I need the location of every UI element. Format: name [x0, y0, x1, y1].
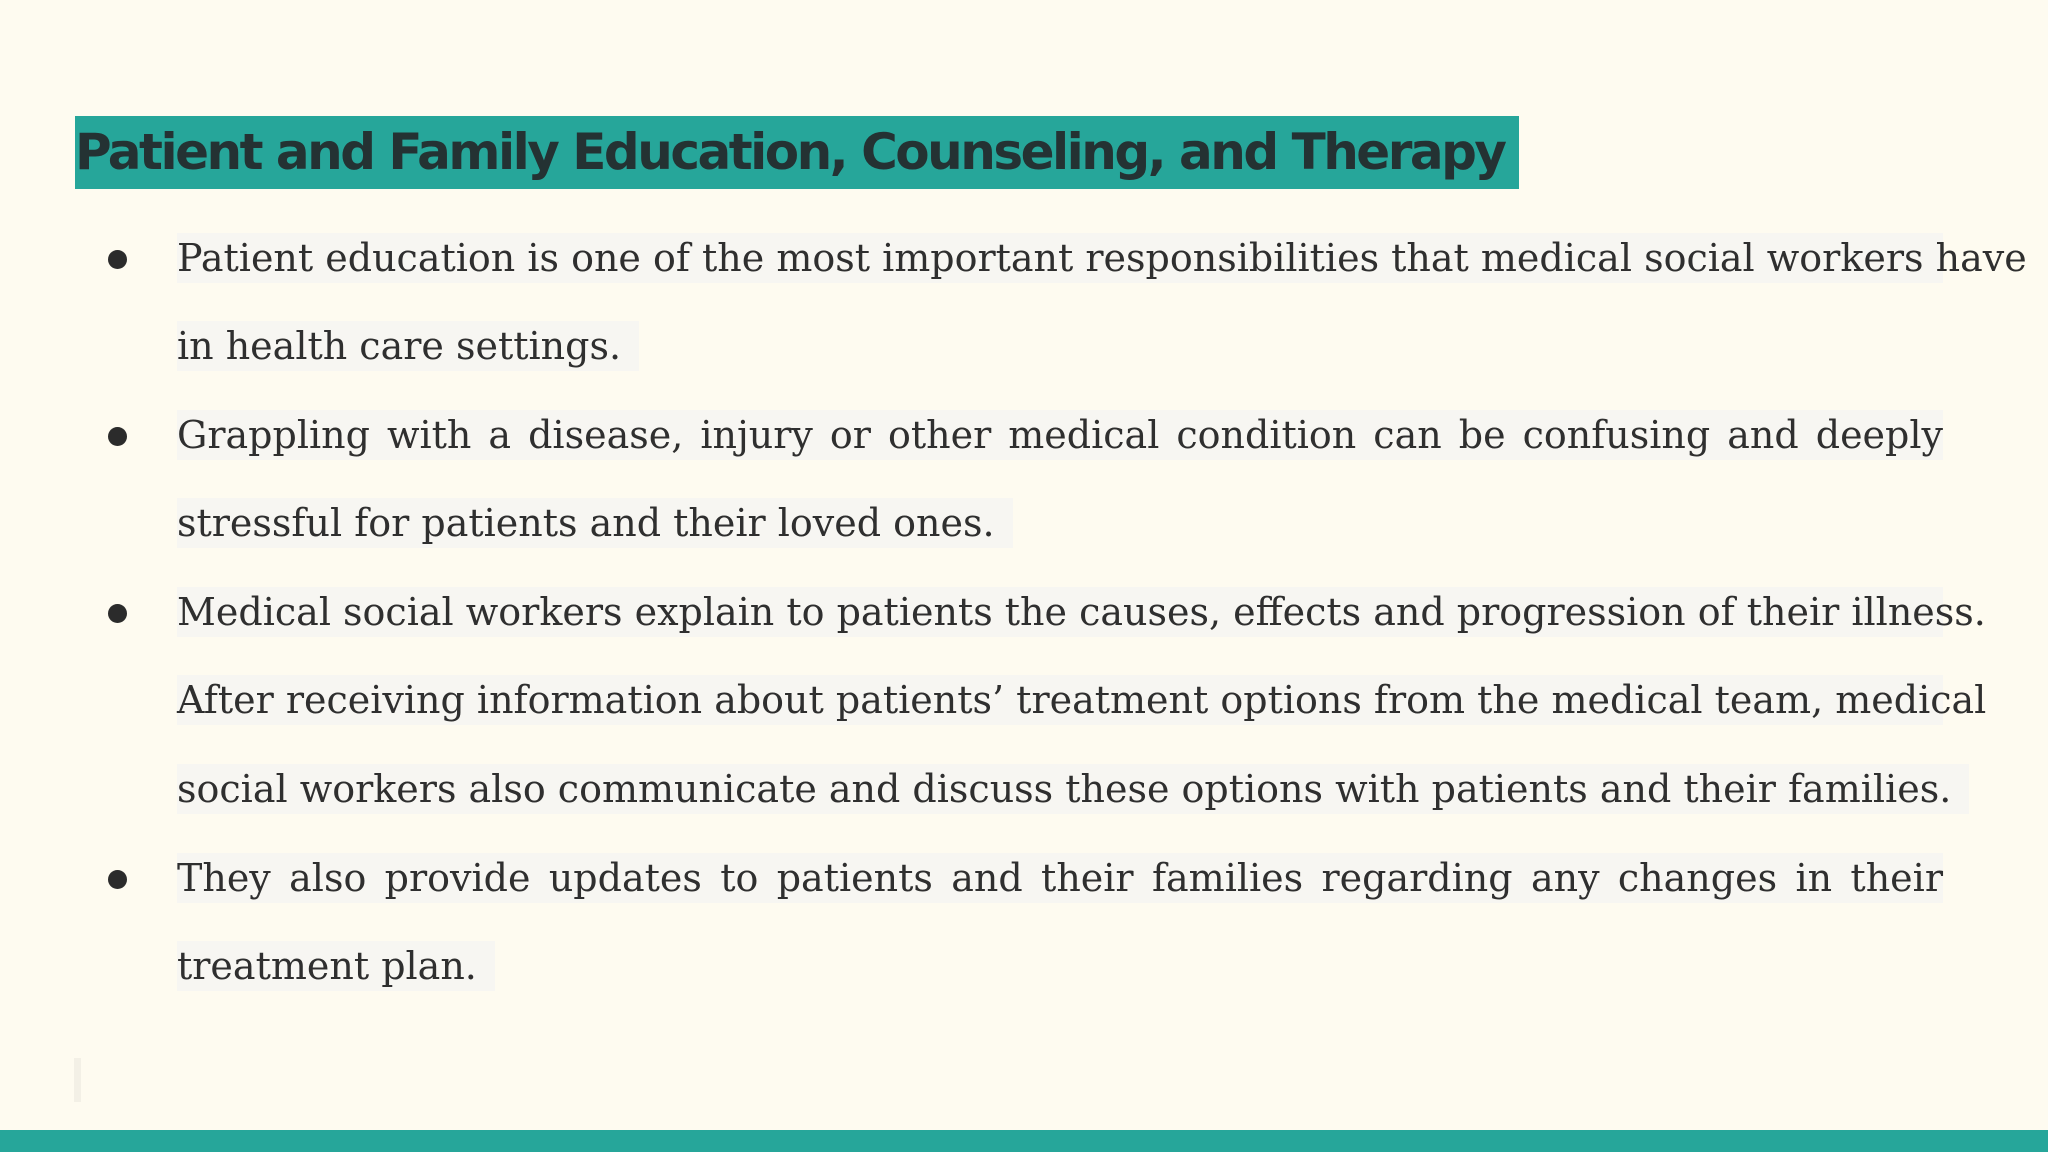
bullet-text-line: stressful for patients and their loved ones.	[177, 498, 1013, 548]
footer-bar	[0, 1130, 2048, 1152]
bullet-text-line: Patient education is one of the most important responsibilities that medical social workers have	[177, 233, 1943, 283]
bullet-dot-icon	[108, 604, 127, 623]
bullet-text-line: They also provide updates to patients and their families regarding any changes in their	[177, 853, 1943, 903]
bullet-text-line: social workers also communicate and discuss these options with patients and their families.	[177, 764, 1969, 814]
bullet-dot-icon	[108, 870, 127, 889]
bullet-dot-icon	[108, 427, 127, 446]
title-highlight	[75, 116, 1519, 189]
bullet-text-line: Medical social workers explain to patients the causes, effects and progression of their illness.	[177, 587, 1943, 637]
bullet-text-line: After receiving information about patients’ treatment options from the medical team, medical	[177, 675, 1943, 725]
bullet-text-line: in health care settings.	[177, 321, 639, 371]
slide-title: Patient and Family Education, Counseling, and Therapy	[75, 123, 1505, 181]
bullet-text-line: Grappling with a disease, injury or other medical condition can be confusing and deeply	[177, 410, 1943, 460]
bullet-text-line: treatment plan.	[177, 941, 495, 991]
bullet-dot-icon	[108, 250, 127, 269]
page-marker	[74, 1058, 81, 1102]
